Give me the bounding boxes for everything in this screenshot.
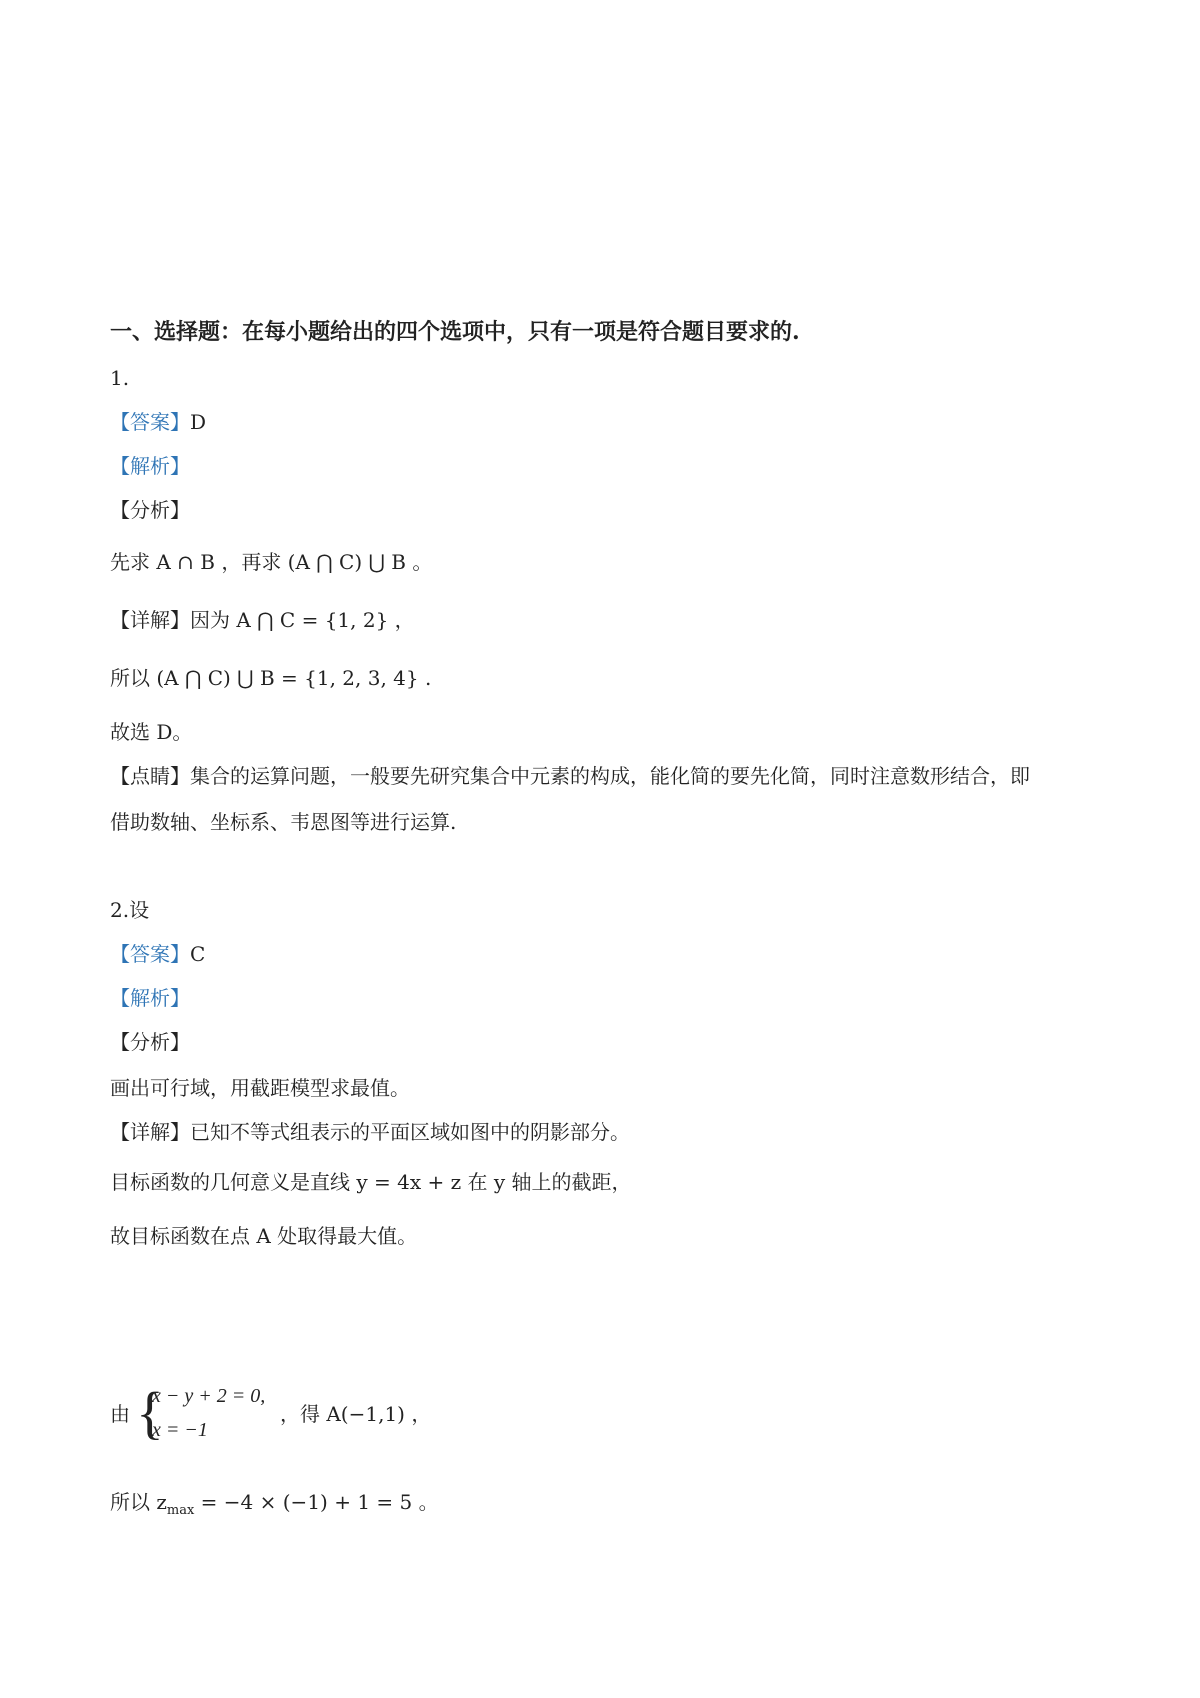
system-eq1: x − y + 2 = 0, (152, 1385, 266, 1407)
q1-number: 1. (110, 366, 130, 390)
left-brace-icon: { (136, 1380, 164, 1445)
q2-number: 2.设 (110, 898, 150, 922)
q1-detail-tag: 【详解】 (110, 608, 190, 632)
q1-analysis-tag: 【解析】 (110, 454, 190, 478)
q1-dianjing-text: 集合的运算问题，一般要先研究集合中元素的构成，能化简的要先化简，同时注意数形结合，即 (190, 764, 1030, 788)
section-heading: 一、选择题：在每小题给出的四个选项中，只有一项是符合题目要求的. (110, 319, 800, 345)
q1-answer: D (190, 410, 207, 434)
q1-dianjing-line (110, 762, 1030, 790)
q1-dianjing-tag: 【点睛】 (110, 764, 190, 788)
system-eq2: x = −1 (152, 1419, 208, 1441)
q1-line3: 故选 D。 (110, 720, 193, 744)
q2-final-sub: max (166, 1503, 195, 1518)
q2-answer-line (110, 940, 205, 968)
q2-analysis-tag: 【解析】 (110, 986, 190, 1010)
q1-dianjing-text2: 借助数轴、坐标系、韦恩图等进行运算. (110, 810, 457, 834)
q2-detail-line (110, 1118, 630, 1146)
q2-fenxi-text: 画出可行域，用截距模型求最值。 (110, 1076, 410, 1100)
q2-final-line (110, 1488, 439, 1525)
q2-answer: C (190, 942, 206, 966)
q2-final-rest: = −4 × (−1) + 1 = 5 。 (194, 1490, 439, 1514)
q1-answer-tag: 【答案】 (110, 410, 190, 434)
q1-line2: 所以 (A ⋂ C) ⋃ B = {1, 2, 3, 4} . (110, 666, 432, 690)
system-prefix: 由 (110, 1402, 130, 1426)
q1-detail-text: 因为 A ⋂ C = {1, 2} ， (190, 608, 415, 632)
q2-line3: 故目标函数在点 A 处取得最大值。 (110, 1224, 418, 1248)
q2-detail-tag: 【详解】 (110, 1120, 190, 1144)
q2-line2: 目标函数的几何意义是直线 y = 4x + z 在 y 轴上的截距， (110, 1170, 632, 1194)
q2-final-prefix: 所以 z (110, 1490, 167, 1514)
q2-detail-text: 已知不等式组表示的平面区域如图中的阴影部分。 (190, 1120, 630, 1144)
q2-fenxi-tag: 【分析】 (110, 1030, 190, 1054)
system-result: ，得 A(−1,1) ， (280, 1402, 432, 1426)
q1-fenxi-text: 先求 A ∩ B ，再求 (A ⋂ C) ⋃ B 。 (110, 550, 433, 574)
q1-detail-line (110, 606, 415, 634)
q1-answer-line (110, 408, 206, 436)
q1-fenxi-tag: 【分析】 (110, 498, 190, 522)
q2-answer-tag: 【答案】 (110, 942, 190, 966)
